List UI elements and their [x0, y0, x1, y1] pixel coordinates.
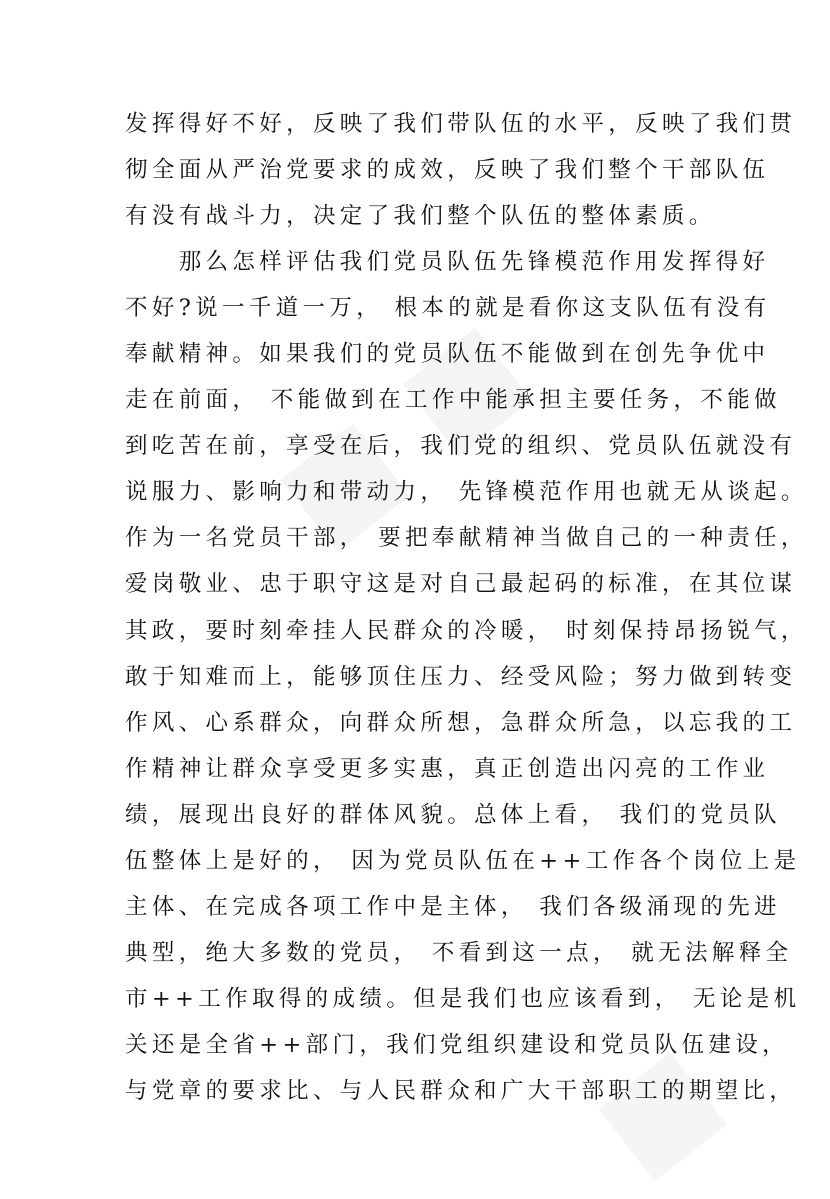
body-text	[125, 101, 808, 1114]
text-line: 关还是全省++部门，我们党组织建设和党员队伍建设，	[125, 1031, 789, 1058]
text-line: 绩，展现出良好的群体风貌。总体上看， 我们的党员队	[125, 801, 781, 828]
text-line: 典型，绝大多数的党员， 不看到这一点， 就无法解释全	[125, 939, 793, 966]
text-line: 作风、心系群众，向群众所想，急群众所急，以忘我的工	[125, 709, 797, 736]
text-line: 其政，要时刻牵挂人民群众的冷暖， 时刻保持昂扬锐气，	[125, 617, 808, 644]
text-line: 主体、在完成各项工作中是主体， 我们各级涌现的先进	[125, 893, 781, 920]
text-line: 到吃苦在前，享受在后，我们党的组织、党员队伍就没有	[125, 433, 797, 460]
text-line: 市++工作取得的成绩。但是我们也应该看到， 无论是机	[125, 985, 801, 1012]
text-line: 有没有战斗力，决定了我们整个队伍的整体素质。	[125, 203, 716, 230]
text-line: 不好?说一千道一万， 根本的就是看你这支队伍有没有	[125, 295, 771, 322]
text-line: 作为一名党员干部， 要把奉献精神当做自己的一种责任，	[125, 525, 808, 552]
text-line: 伍整体上是好的， 因为党员队伍在++工作各个岗位上是	[125, 847, 801, 874]
text-line: 奉献精神。如果我们的党员队伍不能做到在创先争优中	[125, 341, 770, 368]
text-line: 发挥得好不好，反映了我们带队伍的水平，反映了我们贯	[125, 111, 797, 137]
text-line: 那么怎样评估我们党员队伍先锋模范作用发挥得好	[125, 249, 770, 276]
text-line: 走在前面， 不能做到在工作中能承担主要任务，不能做	[125, 387, 781, 414]
text-line: 与党章的要求比、与人民群众和广大干部职工的期望比，	[125, 1077, 797, 1104]
text-line: 爱岗敬业、忠于职守这是对自己最起码的标准，在其位谋	[125, 571, 797, 598]
text-line: 敢于知难而上，能够顶住压力、经受风险；努力做到转变	[125, 663, 797, 690]
text-line: 说服力、影响力和带动力， 先锋模范作用也就无从谈起。	[125, 479, 808, 506]
text-line: 彻全面从严治党要求的成效，反映了我们整个干部队伍	[125, 157, 770, 184]
text-line: 作精神让群众享受更多实惠，真正创造出闪亮的工作业	[125, 755, 770, 782]
